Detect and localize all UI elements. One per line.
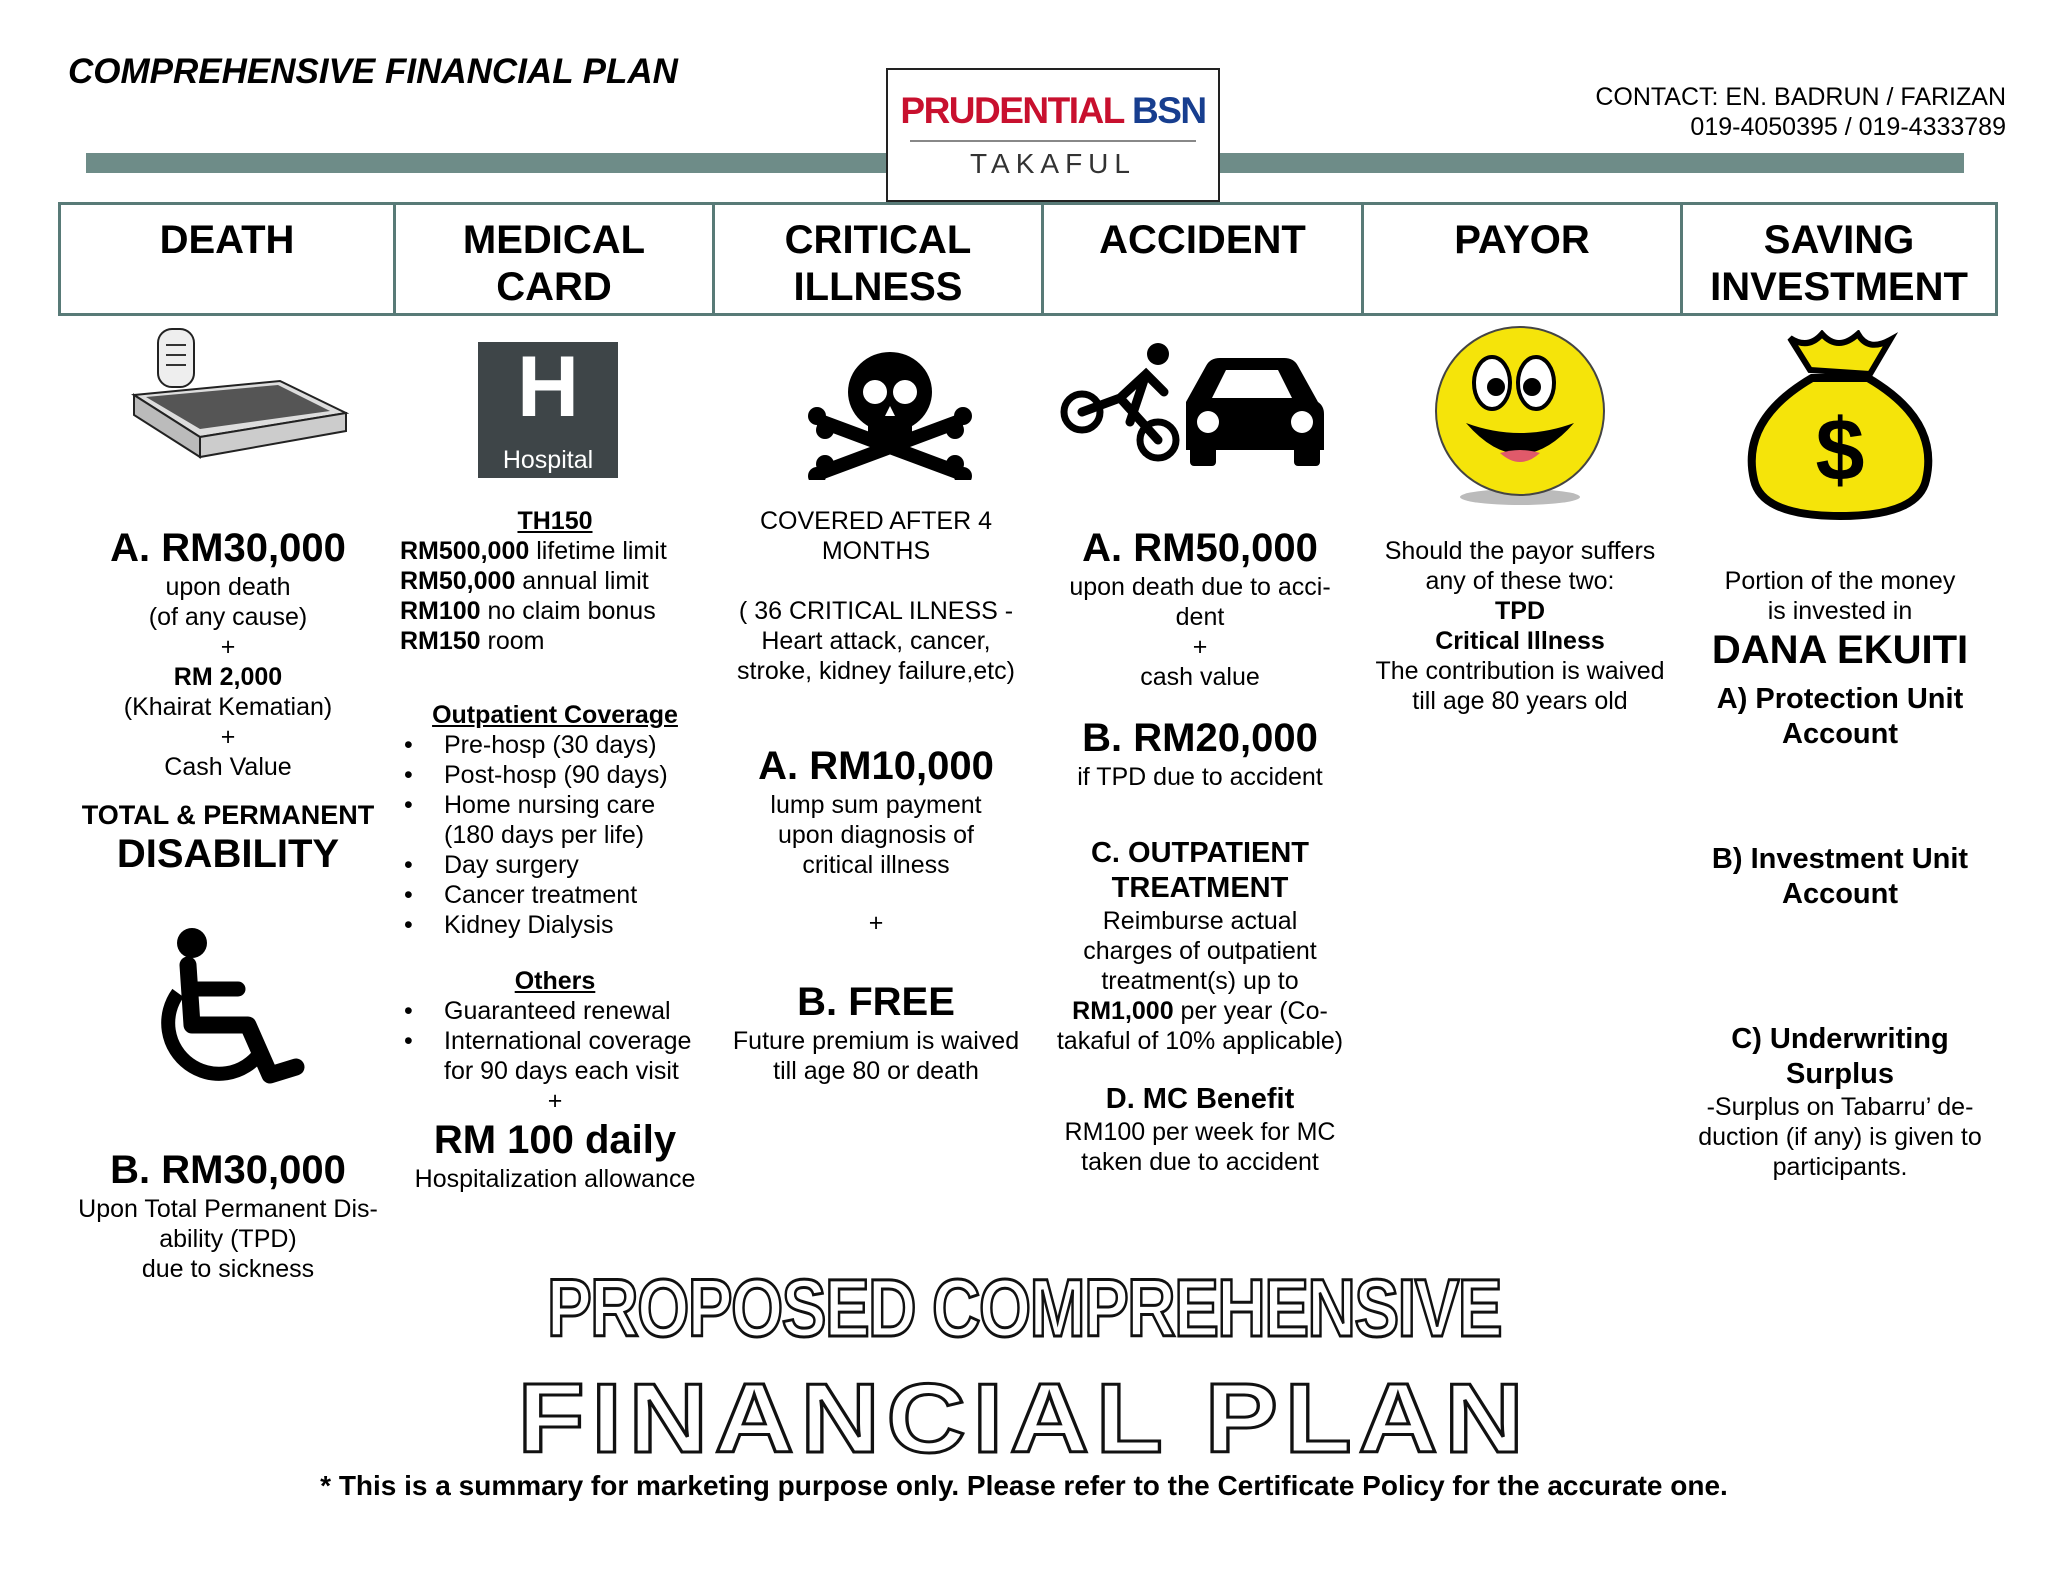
page-title: COMPREHENSIVE FINANCIAL PLAN (68, 52, 678, 91)
logo-sub: TAKAFUL (970, 148, 1136, 179)
critical-illness-column (720, 506, 1032, 1086)
contact-phones: 019-4050395 / 019-4333789 (1690, 113, 2006, 141)
hospital-h-glyph: H (516, 339, 580, 435)
death-plus-2: + (220, 723, 236, 751)
list-item: • Pre-hosp (30 days) (444, 730, 710, 760)
accident-a-amount: A. RM50,000 (1082, 526, 1318, 570)
hospital-sign-icon (478, 339, 618, 478)
accident-b-amount: B. RM20,000 (1082, 716, 1318, 760)
logo-divider (910, 140, 1196, 142)
critical-a-line2: upon diagnosis of (778, 821, 974, 849)
accident-a-line1: upon death due to acci- (1069, 573, 1331, 601)
list-item: • Cancer treatment (444, 880, 710, 910)
payor-line5: The contribution is waived (1375, 657, 1665, 685)
covered-after-line1: COVERED AFTER 4 (760, 507, 992, 535)
death-a-line2: (of any cause) (148, 603, 308, 631)
disclaimer: * This is a summary for marketing purpose only. Please refer to the Certificate Policy for the accurate one. (320, 1470, 1728, 1501)
saving-line1: Portion of the money (1724, 567, 1956, 595)
smiley-face-icon (1430, 325, 1610, 510)
death-plus-1: + (220, 633, 236, 661)
saving-b-line2: Account (1782, 878, 1898, 910)
saving-a-line2: Account (1782, 718, 1898, 750)
hospital-sign-text: Hospital (502, 446, 594, 474)
payor-column (1362, 536, 1678, 716)
header-saving-investment (1683, 205, 1995, 313)
critical-a-amount: A. RM10,000 (758, 744, 994, 788)
medical-limit-room (400, 626, 710, 656)
saving-b-line1: B) Investment Unit (1711, 843, 1969, 875)
saving-c-detail3: participants. (1772, 1153, 1908, 1181)
death-a-amount: A. RM30,000 (110, 526, 346, 570)
footer-title-line1: PROPOSED COMPREHENSIVE (546, 1263, 1502, 1354)
medical-limit-lifetime (400, 536, 710, 566)
saving-a-line1: A) Protection Unit (1716, 683, 1964, 715)
grave-icon (130, 325, 350, 480)
death-cash-value: Cash Value (164, 753, 292, 781)
header-death-label: DEATH (159, 218, 295, 262)
medical-limit-bonus-label: no claim bonus (480, 597, 656, 625)
accident-plus: + (1192, 633, 1208, 661)
medical-plan-name: TH150 (517, 507, 593, 535)
logo-brand (888, 90, 1218, 132)
outpatient-list (400, 730, 710, 940)
medical-limit-bonus-value: RM100 (400, 597, 481, 625)
svg-text:$: $ (1815, 400, 1865, 499)
critical-b-title: B. FREE (797, 980, 955, 1024)
list-item: • Kidney Dialysis (444, 910, 710, 940)
saving-c-line1: C) Underwriting (1731, 1023, 1949, 1055)
contact-names: CONTACT: EN. BADRUN / FARIZAN (1595, 83, 2006, 111)
critical-list-line2: Heart attack, cancer, (761, 627, 991, 655)
cyclist-car-icon (1060, 340, 1325, 470)
international-note: for 90 days each visit (444, 1057, 679, 1085)
medical-limit-lifetime-label: lifetime limit (529, 537, 667, 565)
header-medical-l2: CARD (496, 265, 612, 309)
header-saving-l2: INVESTMENT (1710, 265, 1968, 309)
accident-column (1040, 524, 1360, 1177)
home-nursing-label: Home nursing care (444, 791, 656, 819)
payor-tpd: TPD (1495, 597, 1545, 625)
accident-c-limit-label: per year (Co- (1173, 997, 1328, 1025)
medical-limit-annual (400, 566, 710, 596)
header-accident (1044, 205, 1364, 313)
category-header-row (58, 202, 1998, 316)
tpd-heading-line1: TOTAL & PERMANENT (81, 800, 375, 830)
accident-d-title: D. MC Benefit (1105, 1083, 1295, 1115)
critical-list-line3: stroke, kidney failure,etc) (737, 657, 1015, 685)
medical-limit-bonus (400, 596, 710, 626)
list-item (444, 790, 710, 850)
outpatient-coverage-title: Outpatient Coverage (432, 701, 678, 729)
saving-c-line2: Surplus (1786, 1058, 1894, 1090)
header-payor-label: PAYOR (1454, 218, 1590, 262)
death-khairat-label: (Khairat Kematian) (123, 693, 333, 721)
wheelchair-icon (150, 925, 310, 1090)
accident-c-title-line2: TREATMENT (1111, 872, 1289, 904)
accident-cash-value: cash value (1140, 663, 1260, 691)
contact-info (1595, 82, 2006, 142)
saving-line2: is invested in (1767, 597, 1913, 625)
accident-c-line2: charges of outpatient (1083, 937, 1317, 965)
payor-critical-illness: Critical Illness (1435, 627, 1605, 655)
payor-line2: any of these two: (1425, 567, 1615, 595)
list-item: • Guaranteed renewal (444, 996, 710, 1026)
header-accident-label: ACCIDENT (1099, 218, 1306, 262)
saving-column (1682, 566, 1998, 1182)
header-saving-l1: SAVING (1763, 218, 1915, 262)
critical-b-line2: till age 80 or death (773, 1057, 979, 1085)
critical-plus: + (868, 909, 884, 937)
header-critical-l2: ILLNESS (793, 265, 963, 309)
daily-allowance-label: Hospitalization allowance (414, 1165, 696, 1193)
accident-d-line1: RM100 per week for MC (1064, 1118, 1336, 1146)
death-b-line3: due to sickness (141, 1255, 315, 1283)
accident-b-line1: if TPD due to accident (1077, 763, 1323, 791)
critical-list-line1: ( 36 CRITICAL ILNESS - (738, 597, 1014, 625)
international-label: International coverage (444, 1027, 692, 1055)
tpd-heading-line2: DISABILITY (116, 832, 340, 876)
medical-limit-room-value: RM150 (400, 627, 481, 655)
home-nursing-note: (180 days per life) (444, 821, 645, 849)
daily-allowance-amount: RM 100 daily (433, 1118, 677, 1162)
accident-d-line2: taken due to accident (1081, 1148, 1319, 1176)
accident-c-line1: Reimburse actual (1102, 907, 1298, 935)
others-title: Others (514, 967, 596, 995)
medical-limits (400, 536, 710, 656)
medical-limit-lifetime-value: RM500,000 (400, 537, 530, 565)
accident-c-title-line1: C. OUTPATIENT (1090, 837, 1310, 869)
accident-c-line5: takaful of 10% applicable) (1056, 1027, 1344, 1055)
death-column (58, 524, 398, 878)
critical-a-line1: lump sum payment (770, 791, 982, 819)
medical-limit-annual-label: annual limit (515, 567, 649, 595)
payor-line1: Should the payor suffers (1384, 537, 1656, 565)
saving-c-detail2: duction (if any) is given to (1698, 1123, 1982, 1151)
list-item: • Post-hosp (90 days) (444, 760, 710, 790)
list-item: • Day surgery (444, 850, 710, 880)
skull-crossbones-icon (805, 350, 975, 480)
accident-c-limit: RM1,000 (1072, 997, 1174, 1025)
logo-brand-b: BSN (1131, 90, 1206, 131)
covered-after-line2: MONTHS (821, 537, 931, 565)
accident-c-line3: treatment(s) up to (1101, 967, 1299, 995)
header-medical-l1: MEDICAL (462, 218, 646, 262)
critical-a-line3: critical illness (802, 851, 950, 879)
prudential-bsn-logo (886, 68, 1220, 202)
critical-b-line1: Future premium is waived (732, 1027, 1020, 1055)
medical-limit-annual-value: RM50,000 (400, 567, 516, 595)
death-b-line1: Upon Total Permanent Dis- (78, 1195, 378, 1223)
death-b-line2: ability (TPD) (159, 1225, 297, 1253)
header-death (61, 205, 396, 313)
medical-column (400, 506, 710, 1194)
payor-line6: till age 80 years old (1412, 687, 1628, 715)
header-critical-l1: CRITICAL (784, 218, 972, 262)
fund-name: DANA EKUITI (1711, 628, 1969, 672)
medical-limit-room-label: room (480, 627, 545, 655)
accident-a-line2: dent (1175, 603, 1225, 631)
death-b-amount: B. RM30,000 (110, 1148, 346, 1192)
money-bag-icon (1740, 330, 1940, 520)
death-khairat-amount: RM 2,000 (173, 663, 283, 691)
medical-plus: + (547, 1087, 563, 1115)
header-medical-card (396, 205, 715, 313)
logo-brand-a: PRUDENTIAL (900, 90, 1124, 131)
header-payor (1364, 205, 1683, 313)
list-item (444, 1026, 710, 1086)
accident-c-line4 (1040, 996, 1360, 1026)
saving-c-detail1: -Surplus on Tabarru’ de- (1706, 1093, 1974, 1121)
header-critical-illness (715, 205, 1044, 313)
others-list (400, 996, 710, 1086)
footer-title-line2: FINANCIAL PLAN (517, 1363, 1531, 1473)
death-a-line1: upon death (165, 573, 291, 601)
